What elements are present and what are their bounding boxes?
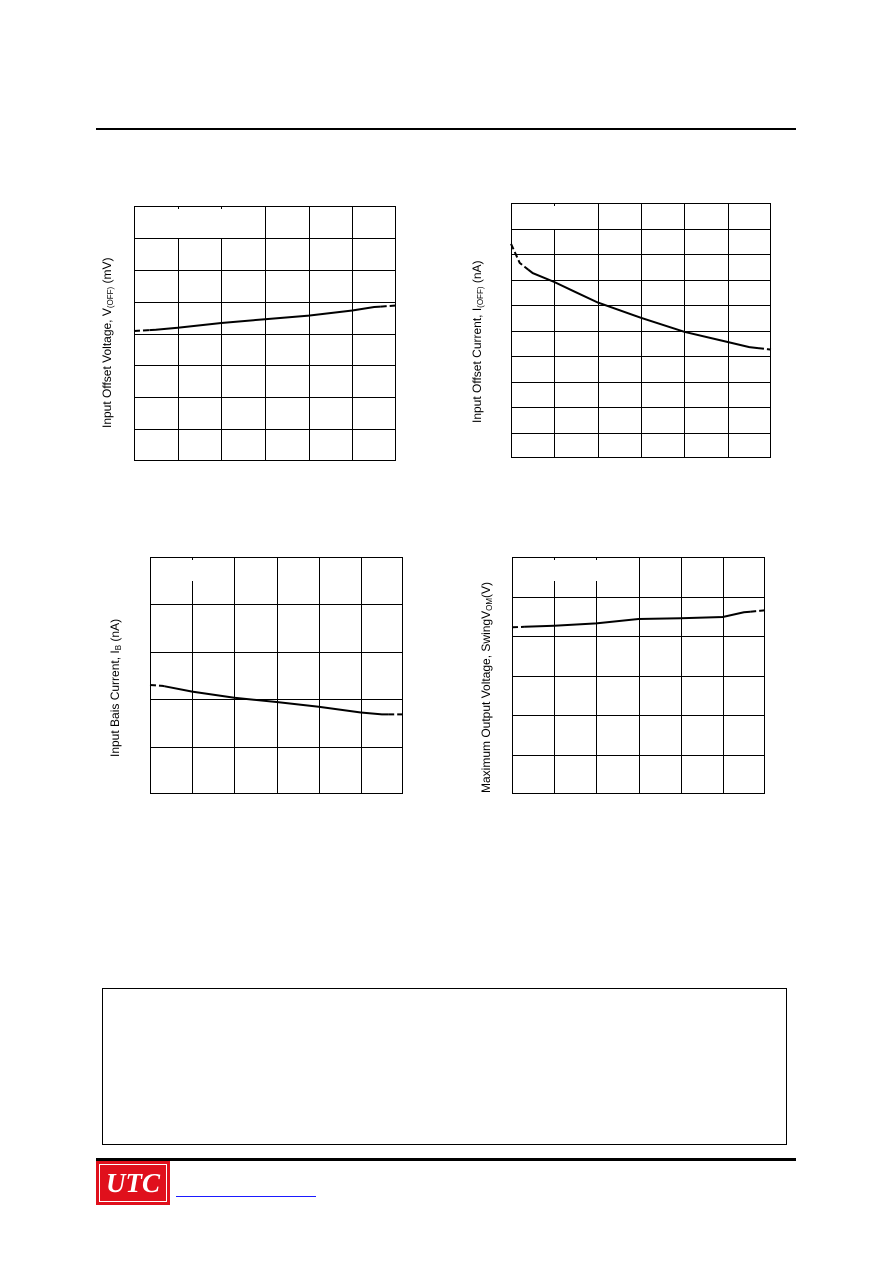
output-swing-curve <box>525 612 751 627</box>
offset-voltage-ylabel <box>100 257 115 428</box>
offset-voltage-curve-start <box>134 330 149 331</box>
footer-rule <box>96 1158 796 1161</box>
output-swing-frame <box>513 558 765 794</box>
bias-current-ylabel <box>108 619 123 757</box>
offset-voltage-chart <box>134 206 396 461</box>
offset-voltage-ylabel-main: Input Offset Voltage, V <box>100 308 114 428</box>
bias-current-ylabel-main: Input Bais Current, I <box>108 650 122 757</box>
website-link-underline[interactable] <box>176 1196 316 1197</box>
output-swing-chart <box>512 557 765 794</box>
output-swing-ylabel-main: Maximum Output Voltage, SwingV <box>479 610 493 793</box>
offset-voltage-curve-end <box>381 306 396 307</box>
offset-voltage-plot <box>134 206 396 461</box>
output-swing-curve-start <box>512 627 525 628</box>
offset-current-curve-start <box>511 244 528 270</box>
output-swing-curve-end <box>750 610 765 611</box>
disclaimer-box <box>102 988 787 1145</box>
offset-current-plot <box>511 203 771 458</box>
offset-current-chart <box>511 203 771 458</box>
output-swing-plot <box>512 557 765 794</box>
offset-current-ylabel <box>470 260 485 423</box>
output-swing-ylabel-unit: (V) <box>479 582 493 599</box>
bias-current-plot <box>150 557 403 794</box>
output-swing-ylabel-sub: OM <box>485 598 494 611</box>
offset-current-curve-end <box>758 348 771 350</box>
utc-logo-text: UTC <box>99 1164 167 1202</box>
offset-current-ylabel-unit: (nA) <box>470 260 484 287</box>
offset-current-ylabel-main: Input Offset Current, I <box>470 307 484 423</box>
output-swing-ylabel <box>479 582 494 793</box>
offset-voltage-ylabel-sub: (OFF) <box>106 286 115 309</box>
bias-current-curve-start <box>150 685 165 686</box>
bias-current-frame <box>151 558 403 794</box>
bias-current-ylabel-unit: (nA) <box>108 618 122 645</box>
offset-voltage-ylabel-unit: (mV) <box>100 257 114 287</box>
bias-current-ylabel-sub: B <box>114 644 123 651</box>
utc-logo <box>96 1161 170 1205</box>
bias-current-curve <box>165 686 388 714</box>
offset-current-ylabel-sub: (OFF) <box>476 286 485 308</box>
bias-current-chart <box>150 557 403 794</box>
header-rule <box>96 128 796 130</box>
offset-current-curve <box>528 270 758 348</box>
